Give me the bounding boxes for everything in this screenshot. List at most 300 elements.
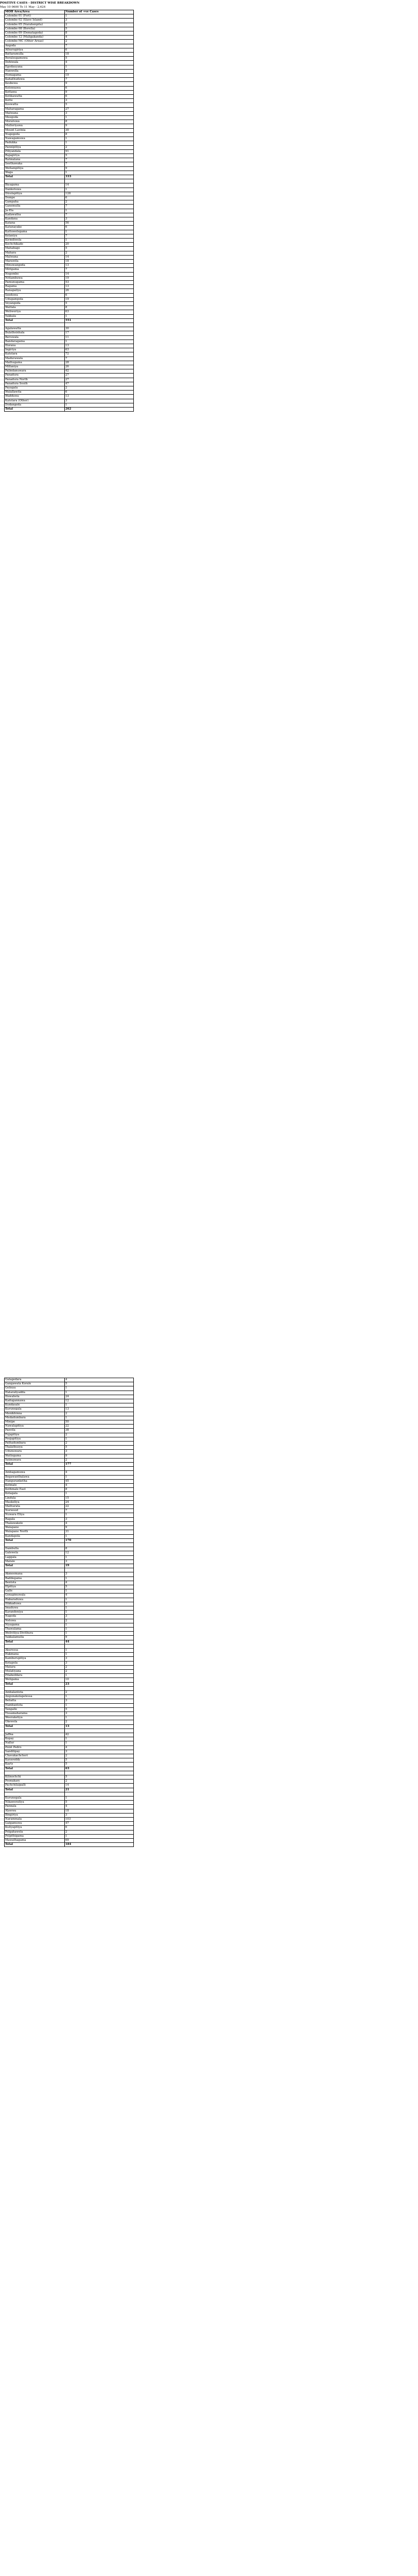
case-count-cell: 1 bbox=[65, 1513, 134, 1517]
case-count-cell: 14 bbox=[65, 255, 134, 259]
case-count-cell: 103 bbox=[65, 1818, 134, 1822]
table-body bbox=[5, 14, 134, 412]
area-name-cell: Divulapitiya bbox=[5, 192, 65, 196]
case-count-cell: 42 bbox=[65, 1733, 134, 1737]
area-name-cell: Negombo bbox=[5, 272, 65, 276]
table-row bbox=[5, 124, 134, 128]
area-name-cell: Agalawatta bbox=[5, 327, 65, 331]
area-name-cell bbox=[5, 1543, 65, 1547]
table-row bbox=[5, 340, 134, 344]
area-name-cell: Ingiriya bbox=[5, 348, 65, 352]
area-name-cell: Ambalantota bbox=[5, 1690, 65, 1694]
table-row bbox=[5, 280, 134, 284]
table-row bbox=[5, 1830, 134, 1834]
area-name-cell: Pannala bbox=[5, 1805, 65, 1809]
table-row bbox=[5, 1395, 134, 1399]
table-row bbox=[5, 238, 134, 242]
spacer-row bbox=[5, 1686, 134, 1690]
table-row bbox=[5, 1585, 134, 1589]
case-count-cell: 13 bbox=[65, 1724, 134, 1728]
table-row bbox=[5, 1661, 134, 1665]
area-name-cell: Marawila bbox=[5, 259, 65, 263]
area-name-cell: Kadawatha bbox=[5, 213, 65, 217]
table-row bbox=[5, 78, 134, 82]
case-count-cell: 3 bbox=[65, 19, 134, 23]
case-count-cell: 1 bbox=[65, 403, 134, 407]
document-subtitle: May 10 0600 To 11 May - 2,624 bbox=[0, 6, 46, 9]
table-row bbox=[5, 403, 134, 407]
table-row bbox=[5, 1720, 134, 1724]
case-count-cell: 91 bbox=[65, 149, 134, 154]
table-row bbox=[5, 395, 134, 399]
area-name-cell bbox=[5, 1728, 65, 1733]
case-count-cell: 1 bbox=[65, 1391, 134, 1395]
table-row bbox=[5, 391, 134, 395]
case-count-cell: 1 bbox=[65, 1716, 134, 1720]
area-name-cell: Total bbox=[5, 1843, 65, 1847]
case-count-cell: 1 bbox=[65, 1632, 134, 1636]
area-name-cell: Total bbox=[5, 1463, 65, 1467]
area-name-cell: Nikaweratiya bbox=[5, 1801, 65, 1805]
table-row bbox=[5, 128, 134, 132]
area-name-cell: Hakmana bbox=[5, 1653, 65, 1657]
area-name-cell: Katana bbox=[5, 222, 65, 226]
table-header-row bbox=[5, 10, 134, 14]
area-name-cell: Kadugannawa bbox=[5, 1399, 65, 1403]
area-name-cell: Panadura North bbox=[5, 378, 65, 382]
table-row bbox=[5, 268, 134, 272]
case-count-cell: 5 bbox=[65, 1446, 134, 1450]
table-row bbox=[5, 1826, 134, 1830]
area-name-cell: Total bbox=[5, 175, 65, 179]
case-count-cell: 12 bbox=[65, 1399, 134, 1403]
case-count-cell: 9 bbox=[65, 1526, 134, 1530]
area-name-cell: Total bbox=[5, 1640, 65, 1644]
case-count-cell: 2 bbox=[65, 1754, 134, 1758]
case-count-cell: 2 bbox=[65, 145, 134, 149]
case-count-cell: 47 bbox=[65, 1822, 134, 1826]
area-name-cell: Mathugama bbox=[5, 361, 65, 365]
table-row bbox=[5, 1412, 134, 1416]
area-name-cell: Colombo 08 (Borella) bbox=[5, 27, 65, 31]
case-count-cell: 53 bbox=[65, 280, 134, 284]
case-count-cell: 6 bbox=[65, 86, 134, 90]
table-row bbox=[5, 1555, 134, 1560]
table-row bbox=[5, 1442, 134, 1446]
area-name-cell: Gelioya bbox=[5, 1386, 65, 1391]
case-count-cell: 30 bbox=[65, 327, 134, 331]
case-count-cell: 8 bbox=[65, 31, 134, 36]
table-row bbox=[5, 107, 134, 111]
total-row bbox=[5, 1564, 134, 1568]
area-name-cell: Dambulla bbox=[5, 1547, 65, 1551]
case-count-cell: 2 bbox=[65, 1458, 134, 1462]
table-row bbox=[5, 230, 134, 234]
table-row bbox=[5, 1530, 134, 1534]
table-row bbox=[5, 1551, 134, 1555]
case-count-cell: 2 bbox=[65, 251, 134, 255]
case-count-cell: 15 bbox=[65, 1496, 134, 1500]
area-name-cell: Hambantota bbox=[5, 1703, 65, 1707]
area-name-cell: Chavakachcheri bbox=[5, 1754, 65, 1758]
area-name-cell: Nuwara Eliya bbox=[5, 1513, 65, 1517]
area-name-cell: Udunuwara bbox=[5, 1450, 65, 1454]
case-count-cell: 23 bbox=[65, 1682, 134, 1686]
table-row bbox=[5, 1475, 134, 1479]
area-name-cell: Gampaha bbox=[5, 200, 65, 205]
table-row bbox=[5, 1780, 134, 1784]
area-name-cell: Rajagiriya bbox=[5, 154, 65, 158]
case-count-cell: 5 bbox=[65, 69, 134, 73]
area-name-cell: Colombo 09 (Dematagoda) bbox=[5, 31, 65, 36]
case-count-cell: 6 bbox=[65, 196, 134, 200]
case-count-cell: 6 bbox=[65, 48, 134, 52]
case-count-cell: 7 bbox=[65, 357, 134, 361]
table-row bbox=[5, 158, 134, 162]
table-row bbox=[5, 69, 134, 73]
area-name-cell: Kotapola bbox=[5, 1661, 65, 1665]
area-name-cell: Mount Lavinia bbox=[5, 128, 65, 132]
case-count-cell: 1 bbox=[65, 137, 134, 141]
case-count-cell: 7 bbox=[65, 1509, 134, 1513]
area-name-cell: Laggala bbox=[5, 1555, 65, 1560]
table-row bbox=[5, 1454, 134, 1458]
case-count-cell: 177 bbox=[65, 1463, 134, 1467]
area-name-cell: Kundasale bbox=[5, 1403, 65, 1408]
table-row bbox=[5, 382, 134, 386]
table-row bbox=[5, 374, 134, 378]
area-name-cell: Ragama bbox=[5, 285, 65, 289]
case-count-cell: 3 bbox=[65, 1602, 134, 1606]
area-name-cell: Kesbewa bbox=[5, 82, 65, 86]
case-count-cell: 22 bbox=[65, 1505, 134, 1509]
table-row bbox=[5, 1796, 134, 1800]
case-count-cell: 7 bbox=[65, 44, 134, 48]
table-row bbox=[5, 213, 134, 217]
case-count-cell: 1 bbox=[65, 1674, 134, 1678]
case-count-cell: 1 bbox=[65, 1577, 134, 1581]
case-count-cell: 1 bbox=[65, 1437, 134, 1441]
total-row bbox=[5, 1640, 134, 1644]
case-count-cell: 2 bbox=[65, 1433, 134, 1437]
table-row bbox=[5, 1517, 134, 1521]
spacer-row bbox=[5, 1644, 134, 1648]
table-row bbox=[5, 1513, 134, 1517]
case-count-cell: 4 bbox=[65, 1484, 134, 1488]
case-count-cell: 3 bbox=[65, 111, 134, 115]
area-name-cell: Polgahawela bbox=[5, 1830, 65, 1834]
case-count-cell: 28 bbox=[65, 361, 134, 365]
area-name-cell: Egodauyana bbox=[5, 65, 65, 69]
area-name-cell: Walapane North bbox=[5, 1530, 65, 1534]
table-row bbox=[5, 86, 134, 90]
area-name-cell: Kotikawatta bbox=[5, 95, 65, 99]
case-count-cell: 42 bbox=[65, 369, 134, 374]
case-count-cell: 13 bbox=[65, 264, 134, 268]
table-row bbox=[5, 1754, 134, 1758]
case-count-cell: 7 bbox=[65, 158, 134, 162]
area-name-cell: Mahabage bbox=[5, 247, 65, 251]
case-count-cell: 3 bbox=[65, 99, 134, 103]
case-count-cell: 6 bbox=[65, 95, 134, 99]
area-name-cell: Total bbox=[5, 1682, 65, 1686]
area-name-cell: Padukka bbox=[5, 141, 65, 145]
area-name-cell: Kothmale East bbox=[5, 1488, 65, 1492]
case-count-cell: 1 bbox=[65, 1403, 134, 1408]
area-name-cell: Tangalle bbox=[5, 1707, 65, 1711]
area-name-cell: Bentota bbox=[5, 1581, 65, 1585]
area-name-cell: Galgamuwa bbox=[5, 1822, 65, 1826]
case-count-cell: 2 bbox=[65, 386, 134, 391]
case-count-cell: 262 bbox=[65, 408, 134, 412]
spacer-row bbox=[5, 179, 134, 183]
case-count-cell: 4 bbox=[65, 1521, 134, 1526]
area-name-cell: Mulleriyawa bbox=[5, 124, 65, 128]
table-row bbox=[5, 264, 134, 268]
case-count-cell: 1 bbox=[65, 1416, 134, 1420]
table-row bbox=[5, 1678, 134, 1682]
case-count-cell: 184 bbox=[65, 1843, 134, 1847]
table-row bbox=[5, 188, 134, 192]
case-count-cell: 3 bbox=[65, 1711, 134, 1716]
case-count-cell: 5 bbox=[65, 1585, 134, 1589]
area-name-cell: Payagala bbox=[5, 386, 65, 391]
table-row bbox=[5, 111, 134, 115]
case-count-cell: 8 bbox=[65, 132, 134, 137]
total-row bbox=[5, 408, 134, 412]
area-name-cell: Boralesgamuwa bbox=[5, 57, 65, 61]
table-row bbox=[5, 243, 134, 247]
case-count-cell: 5 bbox=[65, 1707, 134, 1711]
area-name-cell: Hanguranketha bbox=[5, 1479, 65, 1483]
area-name-cell: Pitabeddara bbox=[5, 1674, 65, 1678]
area-name-cell: Kilinochchi bbox=[5, 1775, 65, 1779]
case-count-cell: 9 bbox=[65, 82, 134, 86]
table-row bbox=[5, 251, 134, 255]
area-name-cell: Jaffna bbox=[5, 1733, 65, 1737]
table-row bbox=[5, 1386, 134, 1391]
area-name-cell: Kochchikade bbox=[5, 243, 65, 247]
table-row bbox=[5, 302, 134, 306]
area-name-cell: Kirindiwela bbox=[5, 238, 65, 242]
area-name-cell: Kurunegala bbox=[5, 1796, 65, 1800]
table-row bbox=[5, 53, 134, 57]
table-row bbox=[5, 1695, 134, 1699]
area-name-cell: Maskeliya bbox=[5, 1500, 65, 1504]
table-row bbox=[5, 141, 134, 145]
case-count-cell: 2 bbox=[65, 1619, 134, 1623]
table-row bbox=[5, 149, 134, 154]
table-row bbox=[5, 1598, 134, 1602]
area-name-cell: Total bbox=[5, 408, 65, 412]
area-name-cell: Bingiriya bbox=[5, 1813, 65, 1817]
area-name-cell: Total bbox=[5, 1538, 65, 1543]
table-row bbox=[5, 1488, 134, 1492]
case-count-cell: 4 bbox=[65, 1378, 134, 1382]
area-name-cell: Beliatta bbox=[5, 1699, 65, 1703]
case-count-cell: 63 bbox=[65, 310, 134, 314]
area-name-cell: Ambagamuwa bbox=[5, 1471, 65, 1475]
case-count-cell: 14 bbox=[65, 1784, 134, 1788]
area-name-cell: Mawathagama bbox=[5, 1839, 65, 1843]
table-row bbox=[5, 192, 134, 196]
table-row bbox=[5, 378, 134, 382]
area-name-cell bbox=[5, 323, 65, 327]
case-count-cell: 1 bbox=[65, 1834, 134, 1838]
case-count-cell: 1 bbox=[65, 340, 134, 344]
table-row bbox=[5, 1378, 134, 1382]
case-count-cell: 26 bbox=[65, 289, 134, 293]
table-row bbox=[5, 154, 134, 158]
area-name-cell: Hanwella bbox=[5, 69, 65, 73]
table-row bbox=[5, 217, 134, 221]
case-count-cell: 2 bbox=[65, 1830, 134, 1834]
case-count-cell: 13 bbox=[65, 344, 134, 348]
case-count-cell: 9 bbox=[65, 1636, 134, 1640]
case-count-cell: 6 bbox=[65, 293, 134, 297]
case-count-cell: 4 bbox=[65, 1581, 134, 1585]
area-name-cell: Piliyandala bbox=[5, 149, 65, 154]
table-row bbox=[5, 82, 134, 86]
case-count-cell: 2 bbox=[65, 1665, 134, 1669]
table-row bbox=[5, 1758, 134, 1762]
area-name-cell: Udugampola bbox=[5, 297, 65, 301]
case-count-cell: 1 bbox=[65, 238, 134, 242]
table-row bbox=[5, 1711, 134, 1716]
table-row bbox=[5, 1775, 134, 1779]
table-row bbox=[5, 1657, 134, 1661]
area-name-cell: Panadura South bbox=[5, 382, 65, 386]
area-name-cell: Palindanuwara bbox=[5, 369, 65, 374]
table-row bbox=[5, 1446, 134, 1450]
case-count-cell bbox=[65, 1644, 134, 1648]
area-name-cell: Ragala bbox=[5, 1517, 65, 1521]
table-row bbox=[5, 259, 134, 263]
case-count-cell: 2 bbox=[65, 1720, 134, 1724]
table-row bbox=[5, 1822, 134, 1826]
area-name-cell: Seeduwa bbox=[5, 293, 65, 297]
area-name-cell: Medadumbara bbox=[5, 1416, 65, 1420]
area-name-cell: Menikhinna bbox=[5, 1412, 65, 1416]
area-name-cell: Seethawaka bbox=[5, 162, 65, 166]
area-name-cell: Baddegama bbox=[5, 1577, 65, 1581]
area-name-cell: Akmeemana bbox=[5, 1572, 65, 1577]
case-count-cell bbox=[65, 1568, 134, 1572]
table-row bbox=[5, 1500, 134, 1504]
case-count-cell: 3 bbox=[65, 217, 134, 221]
case-count-cell bbox=[65, 1728, 134, 1733]
case-count-cell: 19 bbox=[65, 1564, 134, 1568]
area-name-cell: Moratuwa bbox=[5, 120, 65, 124]
table-row bbox=[5, 1653, 134, 1657]
case-count-cell: 26 bbox=[65, 365, 134, 369]
table-row bbox=[5, 1615, 134, 1619]
area-name-cell: Mathurata bbox=[5, 1505, 65, 1509]
area-name-cell: Meegoda bbox=[5, 116, 65, 120]
case-count-cell: 63 bbox=[65, 348, 134, 352]
area-name-cell: Point Pedro bbox=[5, 1745, 65, 1750]
area-name-cell: Yakkala bbox=[5, 314, 65, 318]
case-count-cell: 1 bbox=[65, 141, 134, 145]
case-count-cell: 3 bbox=[65, 1450, 134, 1454]
table-row bbox=[5, 1619, 134, 1623]
area-name-cell: Yakkalamulla bbox=[5, 1636, 65, 1640]
case-count-cell: 1 bbox=[65, 1627, 134, 1631]
area-name-cell: Wattegama bbox=[5, 1454, 65, 1458]
case-count-cell: 1 bbox=[65, 65, 134, 69]
area-name-cell: Dodangoda bbox=[5, 403, 65, 407]
table-row bbox=[5, 1505, 134, 1509]
table-row bbox=[5, 57, 134, 61]
area-name-cell: Panvila bbox=[5, 1429, 65, 1433]
table-row bbox=[5, 1611, 134, 1615]
table-row bbox=[5, 276, 134, 280]
area-name-cell: Angunakolapelessa bbox=[5, 1695, 65, 1699]
case-count-cell: 18 bbox=[65, 1809, 134, 1813]
area-name-cell: Kamburupitiya bbox=[5, 1657, 65, 1661]
table-row bbox=[5, 1399, 134, 1403]
case-count-cell: 9 bbox=[65, 166, 134, 171]
area-name-cell: Tissamaharama bbox=[5, 1711, 65, 1716]
area-name-cell bbox=[5, 1771, 65, 1775]
table-row bbox=[5, 132, 134, 137]
area-name-cell: Millaniya bbox=[5, 365, 65, 369]
area-name-cell: Gangawata Korale bbox=[5, 1382, 65, 1386]
case-count-cell: 44 bbox=[65, 1640, 134, 1644]
case-count-cell: 1 bbox=[65, 1703, 134, 1707]
area-name-cell: Minipe bbox=[5, 1420, 65, 1425]
case-count-cell: 8 bbox=[65, 120, 134, 124]
table-row bbox=[5, 23, 134, 27]
case-count-cell: 4 bbox=[65, 1805, 134, 1809]
area-name-cell: Beruwala bbox=[5, 335, 65, 340]
table-row bbox=[5, 247, 134, 251]
area-name-cell: Nittambuwa bbox=[5, 276, 65, 280]
area-name-cell: Kuliyapitiya bbox=[5, 1826, 65, 1830]
area-name-cell: Total bbox=[5, 1564, 65, 1568]
case-count-cell: 21 bbox=[65, 1788, 134, 1792]
area-name-cell: Okewela bbox=[5, 1720, 65, 1724]
table-row bbox=[5, 1437, 134, 1441]
area-name-cell: Pannipitiya bbox=[5, 145, 65, 149]
table-row bbox=[5, 1669, 134, 1673]
area-name-cell: Battaramulla bbox=[5, 53, 65, 57]
table-row bbox=[5, 145, 134, 149]
case-count-cell: 1 bbox=[65, 1589, 134, 1594]
case-count-cell: 7 bbox=[65, 78, 134, 82]
table-row bbox=[5, 344, 134, 348]
table-row bbox=[5, 1496, 134, 1500]
table-row bbox=[5, 1834, 134, 1838]
area-name-cell: Total bbox=[5, 318, 65, 323]
area-name-cell: Ja-Ela bbox=[5, 209, 65, 213]
table-row bbox=[5, 1420, 134, 1425]
area-name-cell: Kattuwelegama bbox=[5, 230, 65, 234]
table-row bbox=[5, 1391, 134, 1395]
area-name-cell: Walapane bbox=[5, 1526, 65, 1530]
area-name-cell: Biyagama bbox=[5, 183, 65, 188]
area-name-cell: Kotagala bbox=[5, 1492, 65, 1496]
case-count-cell: 3 bbox=[65, 1560, 134, 1564]
area-name-cell: Matara bbox=[5, 1665, 65, 1669]
case-count-cell: 4 bbox=[65, 61, 134, 65]
case-count-cell: 1 bbox=[65, 1606, 134, 1610]
table-row bbox=[5, 1509, 134, 1513]
table-row bbox=[5, 293, 134, 297]
document-title: POSITIVE CASES - DISTRICT WISE BREAKDOWN bbox=[0, 2, 80, 5]
case-count-cell: 4 bbox=[65, 1745, 134, 1750]
case-count-cell: 3 bbox=[65, 399, 134, 403]
